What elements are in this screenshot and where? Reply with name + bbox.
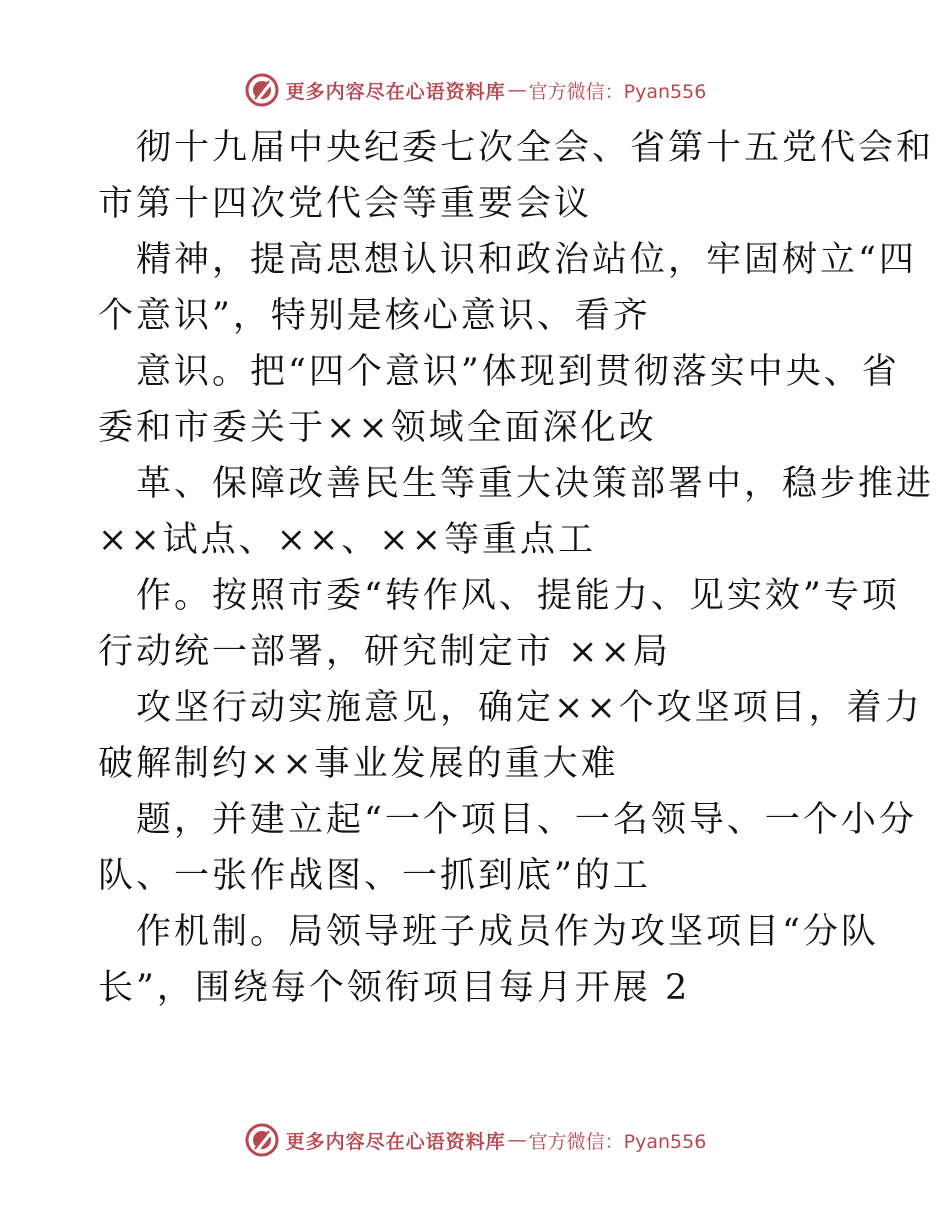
wechat-id: 官方微信：Pyan556	[528, 80, 707, 103]
text-line: 行动统一部署，研究制定市 ××局	[98, 632, 671, 672]
text-line: 题，并建立起“一个项目、一名领导、一个小分	[136, 800, 917, 840]
text-line: 长”，围绕每个领衔项目每月开展 2	[98, 968, 691, 1008]
text-line: 革、保障改善民生等重大决策部署中，稳步推进	[136, 464, 935, 504]
text-line: 作。按照市委“转作风、提能力、见实效”专项	[136, 576, 900, 616]
pen-seal-icon	[244, 1122, 280, 1158]
text-line: 意识。把“四个意识”体现到贯彻落实中央、省	[136, 352, 900, 392]
footer-watermark	[0, 1122, 950, 1158]
text-line: 市第十四次党代会等重要会议	[98, 184, 593, 224]
separator-dash: —	[507, 79, 527, 101]
document-body	[98, 120, 935, 1016]
site-name: 更多内容尽在心语资料库	[285, 1130, 506, 1153]
text-line: 攻坚行动实施意见，确定××个攻坚项目，着力	[136, 688, 923, 728]
wechat-id: 官方微信：Pyan556	[528, 1130, 707, 1153]
text-line: 委和市委关于××领域全面深化改	[98, 408, 657, 448]
text-line: 作机制。局领导班子成员作为攻坚项目“分队	[136, 912, 879, 952]
text-line: 破解制约××事业发展的重大难	[98, 744, 619, 784]
separator-dash: —	[507, 1129, 527, 1151]
text-line: 精神，提高思想认识和政治站位，牢固树立“四	[136, 240, 917, 280]
site-name: 更多内容尽在心语资料库	[285, 80, 506, 103]
text-line: 彻十九届中央纪委七次全会、省第十五党代会和	[136, 128, 935, 168]
pen-seal-icon	[244, 72, 280, 108]
text-line: ××试点、××、××等重点工	[98, 520, 596, 560]
header-watermark	[0, 72, 950, 108]
text-line: 队、一张作战图、一抓到底”的工	[98, 856, 651, 896]
text-line: 个意识”，特别是核心意识、看齐	[98, 296, 651, 336]
